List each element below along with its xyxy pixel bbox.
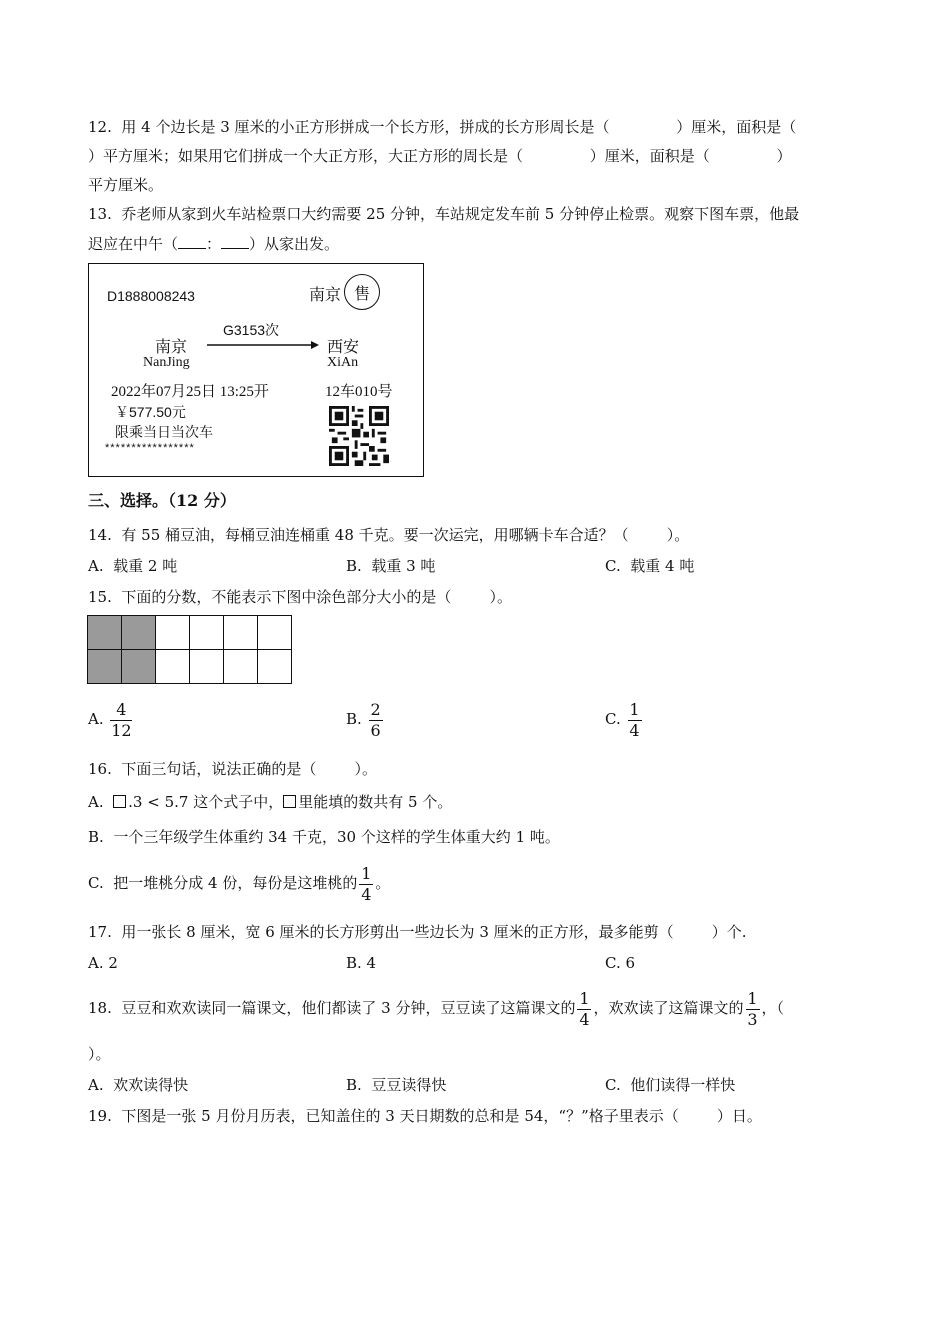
- box-icon: [283, 795, 296, 808]
- q16-option-c[interactable]: C. 把一堆桃分成 4 份，每份是这堆桃的 $\frac{1}{4}$ 。: [88, 863, 391, 904]
- q19-text: 19. 下图是一张 5 月份月历表，已知盖住的 3 天日期数的总和是 54，“？”格子里表示（ ）日。: [88, 1107, 762, 1125]
- ticket-stars: *****************: [105, 442, 195, 454]
- grid-cell: [258, 650, 292, 684]
- q16-text: 16. 下面三句话，说法正确的是（ ）。: [88, 760, 378, 778]
- q17-option-a[interactable]: A. 2: [88, 954, 118, 972]
- q17-option-b[interactable]: B. 4: [346, 954, 377, 972]
- q14-text: 14. 有 55 桶豆油，每桶豆油连桶重 48 千克。要一次运完，用哪辆卡车合适？（ ）。: [88, 526, 690, 544]
- q14-option-c[interactable]: C. 载重 4 吨: [605, 557, 695, 575]
- grid-cell: [156, 650, 190, 684]
- q18-option-b[interactable]: B. 豆豆读得快: [346, 1076, 447, 1094]
- seat-number: 12车010号: [325, 384, 393, 400]
- grid-cell: [190, 650, 224, 684]
- train-number: G3153次: [223, 322, 280, 338]
- answer-blank-hour[interactable]: [178, 234, 206, 249]
- ticket-number: D1888008243: [107, 288, 195, 304]
- q12-line3: 平方厘米。: [88, 176, 164, 194]
- q12-line2: ）平方厘米；如果用它们拼成一个大正方形，大正方形的周长是（ ）厘米，面积是（ ）: [88, 147, 792, 165]
- q13-line2: 迟应在中午（ ： ）从家出发。: [88, 235, 340, 253]
- to-station: 西安: [327, 339, 360, 356]
- q14-option-a[interactable]: A. 载重 2 吨: [88, 557, 178, 575]
- grid-cell: [224, 650, 258, 684]
- q15-option-c[interactable]: C. $\frac{1}{4}$: [605, 699, 640, 740]
- answer-blank-minute[interactable]: [221, 234, 249, 249]
- q15-option-a[interactable]: A. $\frac{4}{12}$: [88, 699, 132, 740]
- q14-option-b[interactable]: B. 载重 3 吨: [346, 557, 436, 575]
- qr-code-icon: [329, 406, 389, 466]
- train-ticket: [88, 263, 424, 477]
- q16-option-a[interactable]: A. .3 < 5.7 这个式子中， 里能填的数共有 5 个。: [88, 793, 453, 811]
- q13-line1: 13. 乔老师从家到火车站检票口大约需要 25 分钟，车站规定发车前 5 分钟停止检票。观察下图车票，他最: [88, 205, 800, 223]
- route-arrow-icon: [207, 340, 319, 350]
- departure-datetime: 2022年07月25日 13:25开: [111, 384, 269, 400]
- ticket-note: 限乘当日当次车: [115, 424, 213, 440]
- ticket-price: ￥577.50元: [115, 404, 186, 420]
- grid-cell: [224, 616, 258, 650]
- q18-text: 18. 豆豆和欢欢读同一篇课文，他们都读了 3 分钟，豆豆读了这篇课文的 $\frac{1}{4}$ ，欢欢读了这篇课文的 $\frac{1}{3}$ ，（: [88, 988, 785, 1029]
- to-station-en: XiAn: [327, 355, 359, 370]
- grid-cell: [88, 650, 122, 684]
- grid-cell: [122, 616, 156, 650]
- q18-option-a[interactable]: A. 欢欢读得快: [88, 1076, 189, 1094]
- grid-cell: [156, 616, 190, 650]
- grid-cell: [190, 616, 224, 650]
- q17-text: 17. 用一张长 8 厘米，宽 6 厘米的长方形剪出一些边长为 3 厘米的正方形，最多能剪（ ）个.: [88, 923, 747, 941]
- box-icon: [113, 795, 126, 808]
- grid-cell: [258, 616, 292, 650]
- q18-line2: ）。: [88, 1045, 111, 1063]
- q16-option-b[interactable]: B. 一个三年级学生体重约 34 千克，30 个这样的学生体重大约 1 吨。: [88, 828, 560, 846]
- q12-line1: 12. 用 4 个边长是 3 厘米的小正方形拼成一个长方形，拼成的长方形周长是（ ）厘米，面积是（: [88, 118, 797, 136]
- q17-option-c[interactable]: C. 6: [605, 954, 636, 972]
- shaded-grid-figure: [87, 615, 292, 684]
- section-heading: 三、选择。（12 分）: [88, 491, 236, 510]
- from-station-en: NanJing: [143, 355, 190, 370]
- q15-option-b[interactable]: B. $\frac{2}{6}$: [346, 699, 381, 740]
- grid-cell: [122, 650, 156, 684]
- q15-text: 15. 下面的分数，不能表示下图中涂色部分大小的是（ ）。: [88, 588, 513, 606]
- from-station: 南京: [155, 339, 188, 356]
- sale-station: 南京: [309, 287, 342, 304]
- grid-cell: [88, 616, 122, 650]
- q18-option-c[interactable]: C. 他们读得一样快: [605, 1076, 736, 1094]
- sale-stamp: 售: [344, 274, 380, 310]
